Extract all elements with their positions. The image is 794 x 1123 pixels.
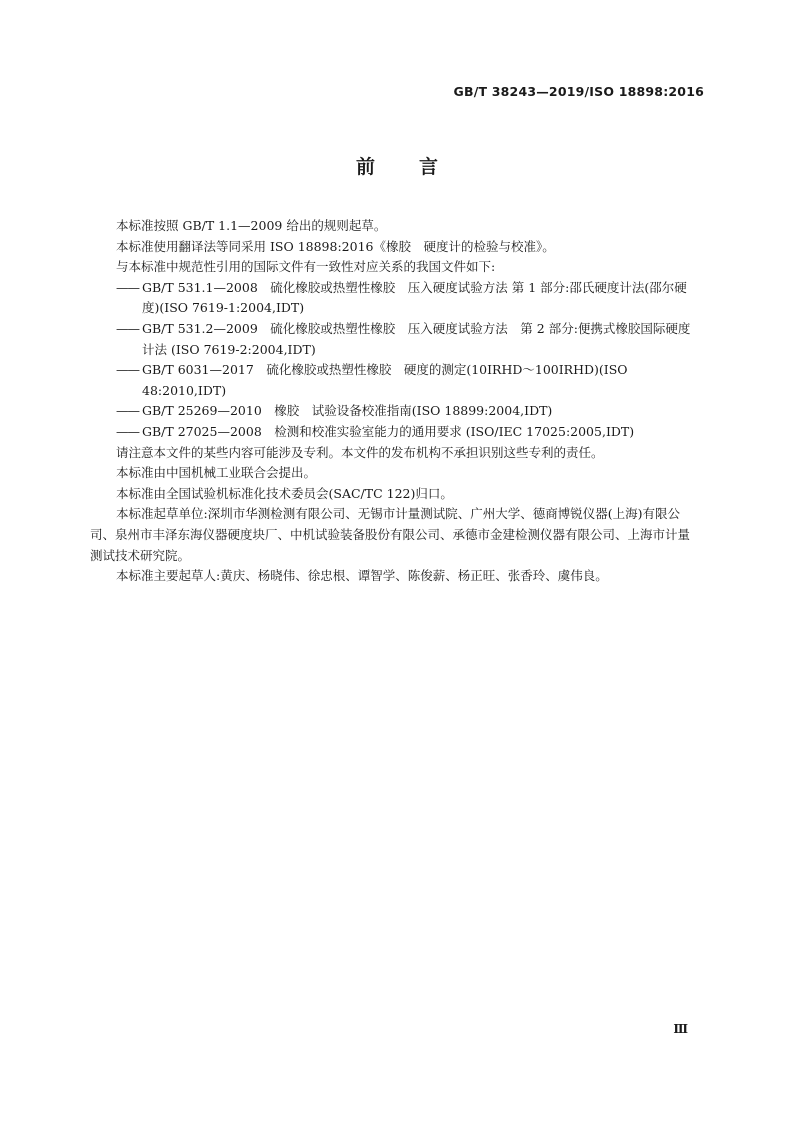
page-number: Ⅲ <box>673 1022 688 1036</box>
list-dash: —— <box>116 320 139 336</box>
list-dash: —— <box>116 403 139 419</box>
reference-text: GB/T 6031—2017 硫化橡胶或热塑性橡胶 硬度的测定(10IRHD～100IRHD)(ISO 48:2010,IDT) <box>142 362 628 398</box>
drafting-units-paragraph: 本标准起草单位:深圳市华测检测有限公司、无锡市计量测试院、广州大学、德商博锐仪器(上海)有限公司、泉州市丰泽东海仪器硬度块厂、中机试验装备股份有限公司、承德市金建检测仪器有限公司、上海市计量测试技术研究院。 <box>90 506 691 563</box>
standard-number-header: GB/T 38243—2019/ISO 18898:2016 <box>453 84 704 99</box>
reference-item <box>116 422 700 443</box>
centralized-by-paragraph: 本标准由全国试验机标准化技术委员会(SAC/TC 122)归口。 <box>116 485 453 501</box>
reference-item <box>116 360 700 401</box>
drafters-paragraph: 本标准主要起草人:黄庆、杨晓伟、徐忠根、谭智学、陈俊薪、杨正旺、张香玲、虞伟良。 <box>116 568 608 584</box>
foreword-body <box>90 216 700 587</box>
adoption-paragraph: 本标准使用翻译法等同采用 ISO 18898:2016《橡胶 硬度计的检验与校准》。 <box>116 238 555 254</box>
reference-text: GB/T 27025—2008 检测和校准实验室能力的通用要求 (ISO/IEC 17025:2005,IDT) <box>142 423 635 439</box>
reference-item <box>116 319 700 360</box>
reference-text: GB/T 25269—2010 橡胶 试验设备校准指南(ISO 18899:2004,IDT) <box>142 403 553 419</box>
references-intro-paragraph: 与本标准中规范性引用的国际文件有一致性对应关系的我国文件如下: <box>116 259 496 275</box>
list-dash: —— <box>116 423 139 439</box>
foreword-title: 前言 <box>355 156 482 178</box>
reference-text: GB/T 531.1—2008 硫化橡胶或热塑性橡胶 压入硬度试验方法 第 1 部分:邵氏硬度计法(邵尔硬度)(ISO 7619-1:2004,IDT) <box>142 279 687 316</box>
drafting-rules-paragraph: 本标准按照 GB/T 1.1—2009 给出的规则起草。 <box>116 218 387 233</box>
reference-item <box>116 401 700 422</box>
patent-notice-paragraph: 请注意本文件的某些内容可能涉及专利。本文件的发布机构不承担识别这些专利的责任。 <box>116 444 604 460</box>
list-dash: —— <box>116 279 139 295</box>
reference-text: GB/T 531.2—2009 硫化橡胶或热塑性橡胶 压入硬度试验方法 第 2 部分:便携式橡胶国际硬度计法 (ISO 7619-2:2004,IDT) <box>142 320 691 357</box>
reference-item <box>116 278 700 319</box>
proposed-by-paragraph: 本标准由中国机械工业联合会提出。 <box>116 465 317 481</box>
list-dash: —— <box>116 362 139 378</box>
